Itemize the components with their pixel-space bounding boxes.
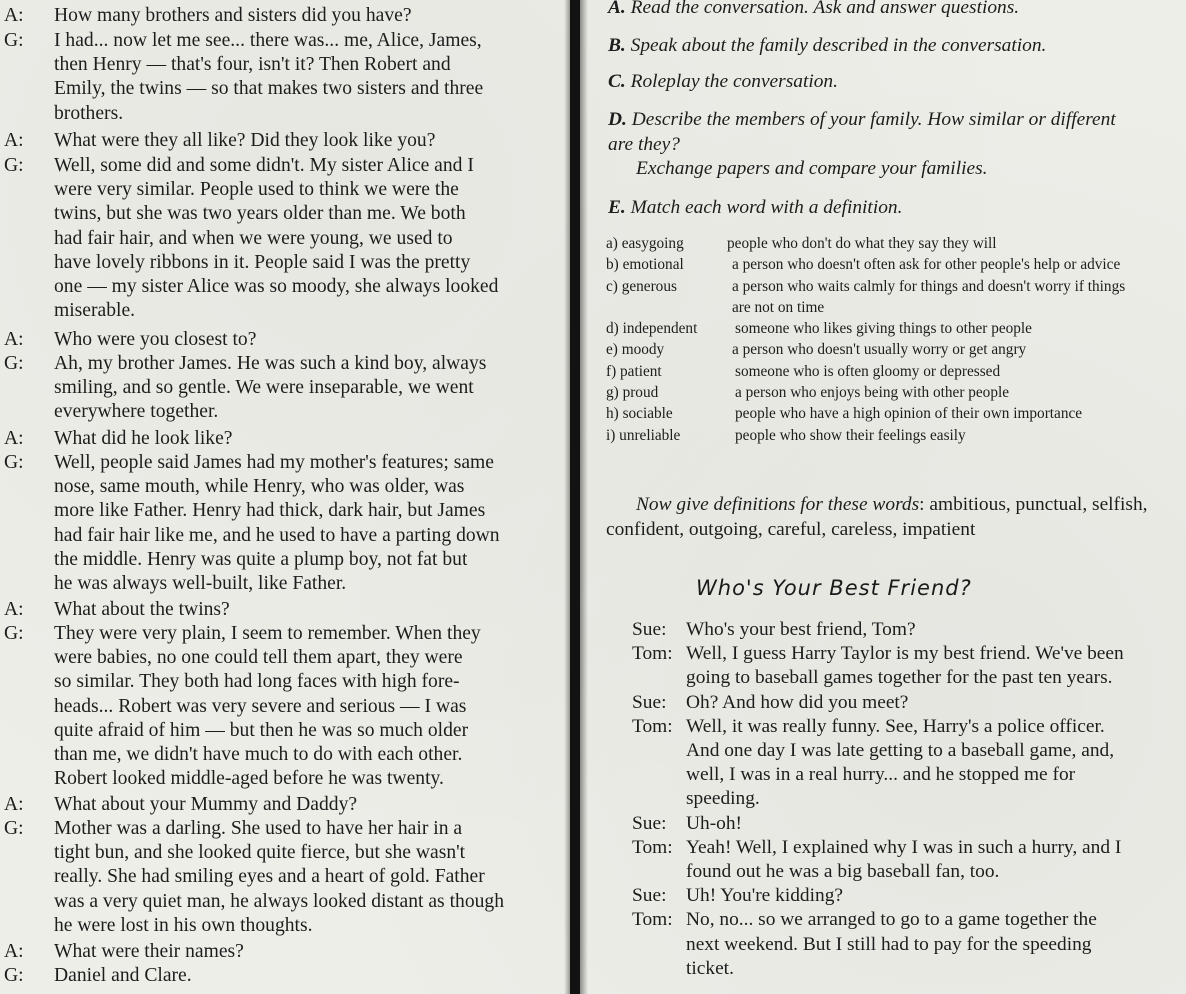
dialogue-line: he were lost in his own thoughts.	[54, 914, 313, 936]
dialogue-line: What did he look like?	[54, 428, 233, 449]
dialogue-line: What about your Mummy and Daddy?	[54, 794, 358, 815]
dialogue-line: twins, but she was two years older than me. We both	[54, 203, 466, 225]
dialogue-line: had fair hair, and when we were young, we used to	[54, 227, 453, 249]
speaker-label: G:	[4, 818, 24, 839]
dialogue-line: What were they all like? Did they look like you?	[54, 130, 436, 151]
instruction-b: B. Speak about the family described in the conversation.	[608, 35, 1047, 56]
dialogue-line: tight bun, and she looked quite fierce, but she wasn't	[54, 842, 466, 864]
match-word: f) patient	[606, 362, 662, 380]
speaker-label: G:	[4, 452, 24, 473]
match-word: g) proud	[606, 384, 659, 402]
match-definition: a person who doesn't usually worry or get angry	[732, 341, 1027, 359]
match-word: a) easygoing	[606, 235, 684, 252]
match-definition: a person who doesn't often ask for other people's help or advice	[732, 256, 1121, 274]
dialogue-line: nose, same mouth, while Henry, who was older, was	[54, 476, 465, 498]
dialogue-line: brothers.	[54, 102, 124, 124]
dialogue-line: more like Father. Henry had thick, dark hair, but James	[54, 500, 486, 522]
match-definition: people who show their feelings easily	[735, 426, 966, 444]
definitions-task: Now give definitions for these words: ambitious, punctual, selfish, confident, outgoing, careful, careless, impatient	[606, 494, 1148, 540]
dialogue-line: What were their names?	[54, 941, 244, 962]
dialogue-line: going to baseball games together for the past ten years.	[686, 667, 1113, 689]
speaker-label: Sue:	[632, 691, 667, 713]
match-definition: a person who enjoys being with other people	[735, 384, 1010, 402]
dialogue-line: found out he was a big baseball fan, too.	[686, 861, 1000, 883]
dialogue-line: Well, people said James had my mother's features; same	[54, 452, 494, 473]
dialogue-line: No, no... so we arranged to go to a game together the	[686, 909, 1097, 931]
dialogue-turn	[632, 618, 1186, 642]
dialogue-turn	[632, 715, 1186, 812]
list-item	[606, 403, 1186, 424]
instruction-c: C. Roleplay the conversation.	[608, 71, 838, 92]
dialogue-line: then Henry — that's four, isn't it? Then Robert and	[54, 54, 451, 76]
dialogue-line: had fair hair like me, and he used to have a parting down	[54, 524, 500, 546]
instruction-a: A. Read the conversation. Ask and answer questions.	[608, 0, 1020, 18]
dialogue-line: Ah, my brother James. He was such a kind boy, always	[54, 353, 487, 374]
match-definition: someone who likes giving things to other people	[735, 320, 1032, 338]
dialogue-line: the middle. Henry was quite a plump boy, not fat but	[54, 548, 468, 570]
speaker-label: Tom:	[632, 715, 673, 737]
list-item	[606, 382, 1186, 403]
dialogue-turn	[632, 642, 1186, 690]
dialogue-line: he was always well-built, like Father.	[54, 573, 347, 595]
list-item	[606, 233, 1186, 254]
list-item	[606, 254, 1186, 275]
dialogue-turn	[632, 884, 1186, 908]
match-word: i) unreliable	[606, 426, 681, 444]
book-spine	[570, 0, 580, 994]
dialogue-turn	[632, 908, 1186, 981]
dialogue-line: Who's your best friend, Tom?	[686, 619, 916, 640]
speaker-label: A:	[4, 428, 24, 449]
dialogue-line: How many brothers and sisters did you have?	[54, 5, 412, 26]
speaker-label: Tom:	[632, 836, 673, 858]
dialogue-line: one — my sister Alice was so moody, she always looked	[54, 276, 499, 298]
dialogue-turn	[632, 836, 1186, 884]
exercises-column	[600, 0, 1186, 994]
dialogue-line: heads... Robert was very severe and serious — I was	[54, 695, 467, 717]
dialogue-turn	[632, 812, 1186, 836]
dialogue-line: Emily, the twins — so that makes two sisters and three	[54, 78, 484, 100]
dialogue-line: Uh-oh!	[686, 812, 743, 834]
speaker-label: A:	[4, 794, 24, 815]
match-definition: people who have a high opinion of their own importance	[735, 405, 1083, 423]
dialogue-line: Robert looked middle-aged before he was twenty.	[54, 768, 444, 790]
word-definition-list	[606, 233, 1186, 446]
dialogue-line: I had... now let me see... there was... me, Alice, James,	[54, 30, 482, 51]
dialogue-turn	[632, 691, 1186, 715]
dialogue-line: than me, we didn't have much to do with each other.	[54, 744, 463, 766]
list-item	[606, 361, 1186, 382]
list-item	[606, 318, 1186, 339]
instruction-e: E. Match each word with a definition.	[608, 197, 903, 218]
dialogue-line: really. She had smiling eyes and a heart of gold. Father	[54, 866, 485, 888]
dialogue-line: speeding.	[686, 788, 760, 810]
dialogue-line: Oh? And how did you meet?	[686, 691, 909, 713]
match-word: b) emotional	[606, 256, 684, 274]
dialogue-line: well, I was in a real hurry... and he stopped me for	[686, 764, 1076, 786]
dialogue-line: What about the twins?	[54, 599, 230, 620]
dialogue-line: Who were you closest to?	[54, 329, 257, 350]
match-definition: people who don't do what they say they will	[727, 235, 997, 252]
instruction-d-sub: Exchange papers and compare your families.	[636, 158, 988, 180]
list-item	[606, 425, 1186, 446]
instruction-d: D. Describe the members of your family. How similar or different are they? Exchange papers and compare your families.	[608, 108, 1186, 182]
list-item	[606, 339, 1186, 360]
family-dialogue	[0, 0, 565, 994]
speaker-label: A:	[4, 941, 24, 962]
speaker-label: Tom:	[632, 909, 673, 931]
match-word: h) sociable	[606, 405, 673, 423]
speaker-label: A:	[4, 130, 24, 151]
dialogue-line: smiling, and so gentle. We were inseparable, we went	[54, 377, 474, 399]
match-definition: someone who is often gloomy or depressed	[735, 362, 1001, 380]
dialogue-line: was a very quiet man, he always looked distant as though	[54, 890, 505, 912]
dialogue-line: next weekend. But I still had to pay for the speeding	[686, 933, 1092, 955]
speaker-label: Sue:	[632, 885, 667, 907]
speaker-label: G:	[4, 155, 24, 176]
speaker-label: G:	[4, 623, 24, 644]
dialogue-line: Yeah! Well, I explained why I was in such a hurry, and I	[686, 836, 1122, 858]
dialogue-line: quite afraid of him — but then he was so much older	[54, 719, 469, 741]
dialogue-line: Mother was a darling. She used to have her hair in a	[54, 818, 463, 839]
dialogue-line: Well, it was really funny. See, Harry's a police officer.	[686, 715, 1105, 737]
dialogue-line: Well, I guess Harry Taylor is my best friend. We've been	[686, 643, 1124, 665]
speaker-label: G:	[4, 353, 24, 374]
match-word: c) generous	[606, 277, 677, 295]
match-definition-cont: are not on time	[732, 298, 825, 316]
speaker-label: Sue:	[632, 812, 667, 834]
speaker-label: Sue:	[632, 619, 667, 640]
dialogue-line: They were very plain, I seem to remember. When they	[54, 623, 481, 644]
list-item	[606, 276, 1186, 319]
dialogue-line: were very similar. People used to think we were the	[54, 179, 459, 201]
dialogue-line: have lovely ribbons in it. People said I was the pretty	[54, 251, 471, 273]
dialogue-line: so similar. They both had long faces with high fore-	[54, 671, 460, 693]
dialogue-line: everywhere together.	[54, 401, 219, 423]
match-definition: a person who waits calmly for things and doesn't worry if things	[732, 277, 1126, 295]
dialogue-line: And one day I was late getting to a baseball game, and,	[686, 740, 1115, 762]
match-word: d) independent	[606, 320, 698, 338]
dialogue-line: were babies, no one could tell them apart, they were	[54, 647, 463, 669]
dialogue-line: Uh! You're kidding?	[686, 885, 843, 907]
dialogue-line: ticket.	[686, 957, 734, 979]
speaker-label: Tom:	[632, 643, 673, 665]
dialogue-line: Daniel and Clare.	[54, 965, 192, 986]
section-title: Who's Your Best Friend?	[696, 576, 972, 600]
speaker-label: G:	[4, 965, 24, 986]
best-friend-conversation	[632, 618, 1186, 981]
speaker-label: A:	[4, 329, 24, 350]
speaker-label: A:	[4, 5, 24, 26]
dialogue-line: miserable.	[54, 300, 136, 322]
speaker-label: A:	[4, 599, 24, 620]
dialogue-line: Well, some did and some didn't. My sister Alice and I	[54, 155, 474, 176]
speaker-label: G:	[4, 30, 24, 51]
match-word: e) moody	[606, 341, 665, 359]
